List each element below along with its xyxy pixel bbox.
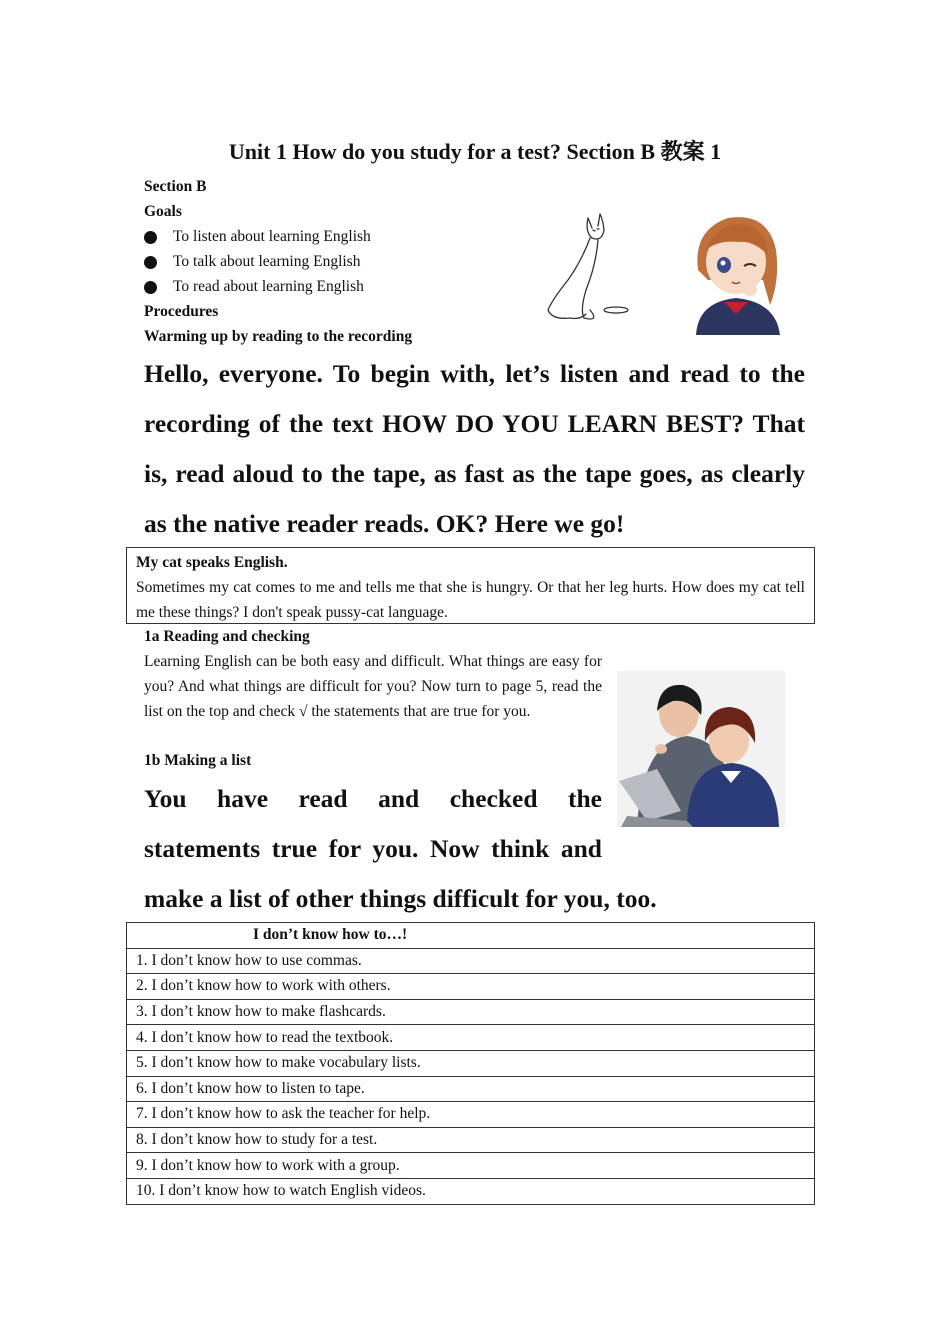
section-1b-paragraph xyxy=(144,774,657,924)
table-row xyxy=(127,1025,815,1051)
cat-story-text: Sometimes my cat comes to me and tells me that she is hungry. Or that her leg hurts. How does my cat tell me these things? I don't speak pussy-cat language. xyxy=(136,579,805,621)
section-1a-text: Learning English can be both easy and difficult. What things are easy for you? And what things are difficult for you? Now turn to page 5, read the list on the top and check √ the statements that are true for you. xyxy=(144,653,602,720)
goal-item xyxy=(144,253,360,271)
table-header-row xyxy=(127,923,815,949)
table-cell: 8. I don’t know how to study for a test. xyxy=(127,1127,815,1153)
goal-text: To listen about learning English xyxy=(173,228,371,245)
table-cell: 2. I don’t know how to work with others. xyxy=(127,974,815,1000)
table-row xyxy=(127,1102,815,1128)
section-1b-line: You have read and checked the xyxy=(144,784,602,813)
teacher-student-computer-photo xyxy=(617,671,785,827)
table-cell: 3. I don’t know how to make flashcards. xyxy=(127,999,815,1025)
section-1b-heading: 1b Making a list xyxy=(144,752,252,769)
table-header: I don’t know how to…! xyxy=(127,923,815,949)
goal-text: To read about learning English xyxy=(173,278,364,295)
table-cell: 10. I don’t know how to watch English videos. xyxy=(127,1178,815,1204)
table-row xyxy=(127,1153,815,1179)
table-row xyxy=(127,948,815,974)
table-cell: 7. I don’t know how to ask the teacher for help. xyxy=(127,1102,815,1128)
warming-paragraph xyxy=(144,349,805,549)
goal-item xyxy=(144,278,364,296)
goals-heading: Goals xyxy=(144,203,182,220)
cat-sketch-icon xyxy=(540,210,635,325)
warming-line: Hello, everyone. To begin with, let’s listen and read to the xyxy=(144,359,805,388)
table-cell: 4. I don’t know how to read the textbook. xyxy=(127,1025,815,1051)
bullet-icon xyxy=(144,256,157,269)
cat-story-heading: My cat speaks English. xyxy=(136,554,288,571)
warming-heading: Warming up by reading to the recording xyxy=(144,328,413,345)
section-1a-heading: 1a Reading and checking xyxy=(144,628,310,645)
table-row xyxy=(127,974,815,1000)
table-row xyxy=(127,1076,815,1102)
cat-story-box xyxy=(126,547,815,624)
table-cell: 9. I don’t know how to work with a group. xyxy=(127,1153,815,1179)
section-1b-line: make a list of other things difficult for you, too. xyxy=(144,884,657,913)
table-cell: 6. I don’t know how to listen to tape. xyxy=(127,1076,815,1102)
goal-item xyxy=(144,228,371,246)
table-row xyxy=(127,999,815,1025)
warming-line: is, read aloud to the tape, as fast as the tape goes, as clearly xyxy=(144,459,805,488)
table-row xyxy=(127,1127,815,1153)
goal-text: To talk about learning English xyxy=(173,253,361,270)
anime-girl-illustration xyxy=(688,210,785,335)
table-cell: 5. I don’t know how to make vocabulary lists. xyxy=(127,1050,815,1076)
warming-line: as the native reader reads. OK? Here we go! xyxy=(144,509,625,538)
difficulties-table xyxy=(126,922,815,1205)
table-row xyxy=(127,1050,815,1076)
warming-line: recording of the text HOW DO YOU LEARN BEST? That xyxy=(144,409,805,438)
table-cell: 1. I don’t know how to use commas. xyxy=(127,948,815,974)
table-row xyxy=(127,1178,815,1204)
section-label: Section B xyxy=(144,178,207,195)
bullet-icon xyxy=(144,231,157,244)
bullet-icon xyxy=(144,281,157,294)
procedures-heading: Procedures xyxy=(144,303,219,320)
page-title: Unit 1 How do you study for a test? Section B 教案 1 xyxy=(228,139,722,164)
section-1b-line: statements true for you. Now think and xyxy=(144,834,602,863)
